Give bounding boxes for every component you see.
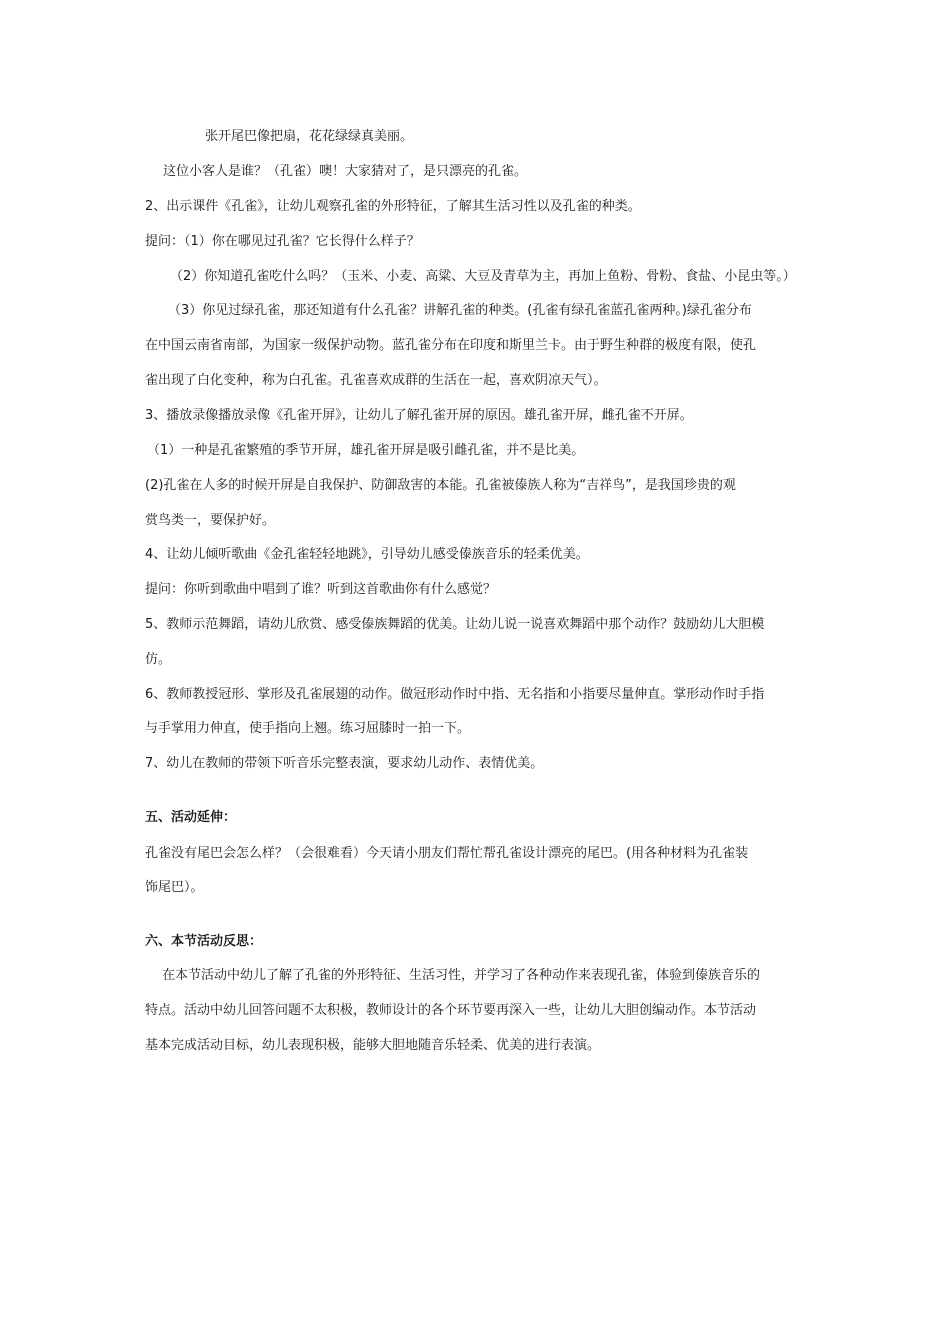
step-2-line: 2、出示课件《孔雀》，让幼儿观察孔雀的外形特征，了解其生活习性以及孔雀的种类。 — [145, 199, 641, 214]
paragraph-line: 饰尾巴）。 — [145, 880, 204, 895]
paragraph-line: 与手掌用力伸直，使手指向上翘。练习屈膝时一拍一下。 — [145, 721, 471, 736]
question-line: 提问：你听到歌曲中唱到了谁？听到这首歌曲你有什么感觉？ — [145, 582, 497, 597]
step-7-line: 7、幼儿在教师的带领下听音乐完整表演，要求幼儿动作、表情优美。 — [145, 756, 544, 771]
step-6-line: 6、教师教授冠形、掌形及孔雀展翅的动作。做冠形动作时中指、无名指和小指要尽量伸直。掌形动作时手指 — [145, 687, 765, 702]
paragraph-line: （1）一种是孔雀繁殖的季节开屏，雄孔雀开屏是吸引雌孔雀，并不是比美。 — [147, 443, 585, 458]
paragraph-line: 基本完成活动目标，幼儿表现积极，能够大胆地随音乐轻柔、优美的进行表演。 — [145, 1038, 601, 1053]
step-4-line: 4、让幼儿倾听歌曲《金孔雀轻轻地跳》，引导幼儿感受傣族音乐的轻柔优美。 — [145, 547, 589, 562]
paragraph-line: 在中国云南省南部，为国家一级保护动物。蓝孔雀分布在印度和斯里兰卡。由于野生种群的极度有限，使孔 — [145, 338, 757, 353]
step-3-line: 3、播放录像播放录像《孔雀开屏》，让幼儿了解孔雀开屏的原因。雄孔雀开屏，雌孔雀不开屏。 — [145, 408, 693, 423]
paragraph-line: 这位小客人是谁？（孔雀）噢！大家猜对了，是只漂亮的孔雀。 — [163, 164, 528, 179]
question-line: （2）你知道孔雀吃什么吗？（玉米、小麦、高粱、大豆及青草为主，再加上鱼粉、骨粉、食盐、小昆虫等。） — [170, 269, 796, 284]
question-line: 提问：（1）你在哪见过孔雀？它长得什么样子？ — [145, 234, 420, 249]
paragraph-line: 雀出现了白化变种，称为白孔雀。孔雀喜欢成群的生活在一起，喜欢阴凉天气）。 — [145, 373, 607, 388]
paragraph-line: 赏鸟类一，要保护好。 — [145, 513, 276, 528]
section-heading-reflection: 六、本节活动反思： — [145, 934, 263, 949]
paragraph-line: 孔雀没有尾巴会怎么样？（会很难看）今天请小朋友们帮忙帮孔雀设计漂亮的尾巴。(用各种材料为孔雀装 — [145, 846, 749, 861]
paragraph-line: 特点。活动中幼儿回答问题不太积极，教师设计的各个环节要再深入一些，让幼儿大胆创编动作。本节活动 — [145, 1003, 757, 1018]
question-line: （3）你见过绿孔雀，那还知道有什么孔雀？讲解孔雀的种类。(孔雀有绿孔雀蓝孔雀两种。)绿孔雀分布 — [168, 303, 752, 318]
step-5-line: 5、教师示范舞蹈，请幼儿欣赏、感受傣族舞蹈的优美。让幼儿说一说喜欢舞蹈中那个动作？鼓励幼儿大胆模 — [145, 617, 765, 632]
paragraph-line: (2)孔雀在人多的时候开屏是自我保护、防御敌害的本能。孔雀被傣族人称为“吉祥鸟”，是我国珍贵的观 — [145, 478, 736, 493]
poem-line: 张开尾巴像把扇，花花绿绿真美丽。 — [205, 129, 414, 144]
paragraph-line: 仿。 — [145, 652, 172, 667]
paragraph-line: 在本节活动中幼儿了解了孔雀的外形特征、生活习性，并学习了各种动作来表现孔雀，体验到傣族音乐的 — [162, 968, 761, 983]
section-heading-extension: 五、活动延伸： — [145, 810, 237, 825]
